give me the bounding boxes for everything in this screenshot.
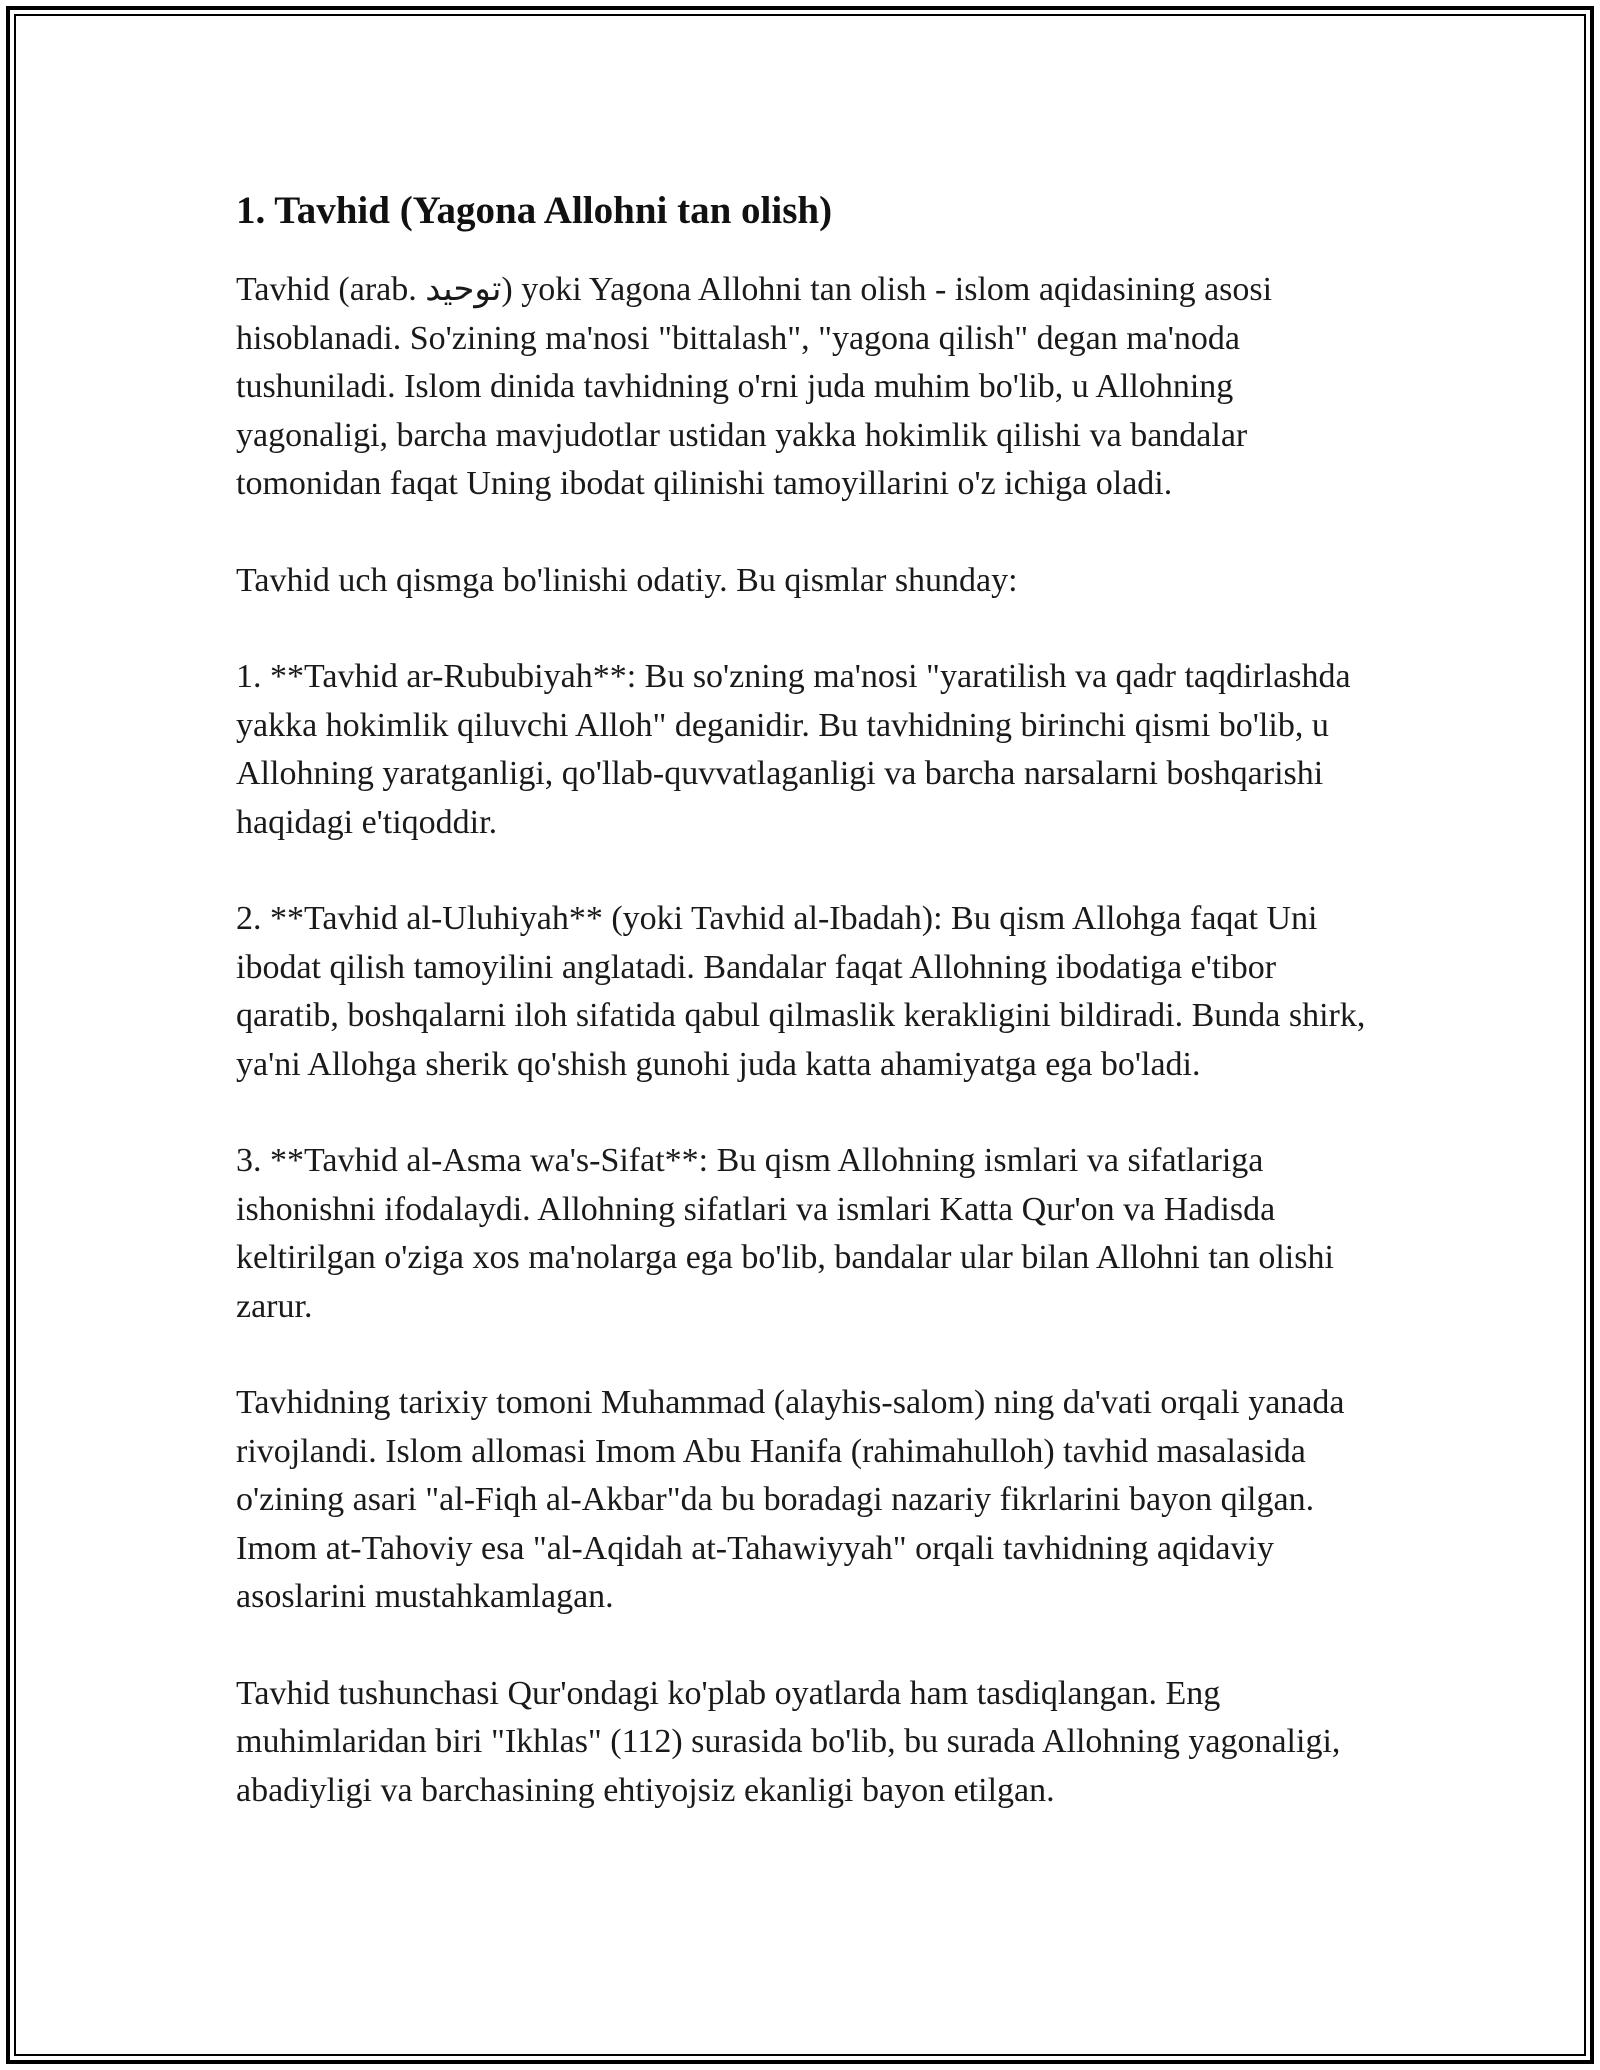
paragraph-quran: Tavhid tushunchasi Qur'ondagi ko'plab oyatlarda ham tasdiqlangan. Eng muhimlaridan biri "Ikhlas" (112) surasida bo'lib, bu surada Allohning yagonaligi, abadiyligi va barchasining ehtiyojsiz ekanligi bayon etilgan. [236,1674,1341,1809]
paragraph-rububiyah: 1. **Tavhid ar-Rububiyah**: Bu so'zning ma'nosi "yaratilish va qadr taqdirlashda yakka hokimlik qiluvchi Alloh" deganidir. Bu tavhidning birinchi qismi bo'lib, u Allohning yaratganligi, qo'llab-quvvatlaganligi va barcha narsalarni boshqarishi haqidagi e'tiqoddir. [236,658,1351,841]
paragraph-parts-lead: Tavhid uch qismga bo'linishi odatiy. Bu qismlar shunday: [236,561,1018,599]
paragraph-intro: Tavhid (arab. توحيد) yoki Yagona Allohni tan olish - islom aqidasining asosi hisoblanadi. So'zining ma'nosi "bittalash", "yagona qilish" degan ma'noda tushuniladi. Islom dinida tavhidning o'rni juda muhim bo'lib, u Allohning yagonaligi, barcha mavjudotlar ustidan yakka hokimlik qilishi va bandalar tomonidan faqat Uning ibodat qilinishi tamoyillarini o'z ichiga oladi. [236,271,1273,502]
paragraph-uluhiyah: 2. **Tavhid al-Uluhiyah** (yoki Tavhid al-Ibadah): Bu qism Allohga faqat Uni ibodat qilish tamoyilini anglatadi. Bandalar faqat Allohning ibodatiga e'tibor qaratib, boshqalarni iloh sifatida qabul qilmaslik kerakligini bildiradi. Bunda shirk, ya'ni Allohga sherik qo'shish gunohi juda katta ahamiyatga ega bo'ladi. [236,900,1366,1083]
document-title: 1. Tavhid (Yagona Allohni tan olish) [236,189,833,232]
paragraph-asma-sifat: 3. **Tavhid al-Asma wa's-Sifat**: Bu qism Allohning ismlari va sifatlariga ishonishni ifodalaydi. Allohning sifatlari va ismlari Katta Qur'on va Hadisda keltirilgan o'ziga xos ma'nolarga ega bo'lib, bandalar ular bilan Allohni tan olishi zarur. [236,1142,1334,1325]
document-body [236,186,1376,1863]
paragraph-history: Tavhidning tarixiy tomoni Muhammad (alayhis-salom) ning da'vati orqali yanada rivojlandi. Islom allomasi Imom Abu Hanifa (rahimahulloh) tavhid masalasida o'zining asari "al-Fiqh al-Akbar"da bu boradagi nazariy fikrlarini bayon qilgan. Imom at-Tahoviy esa "al-Aqidah at-Tahawiyyah" orqali tavhidning aqidaviy asoslarini mustahkamlagan. [236,1384,1345,1615]
